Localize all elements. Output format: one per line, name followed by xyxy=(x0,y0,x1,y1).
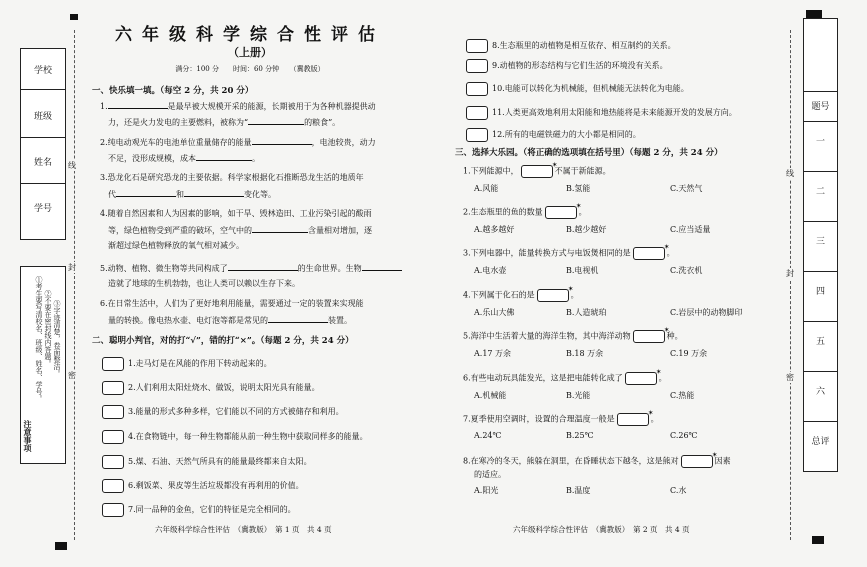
choice-question-cont: 的适应。 xyxy=(474,470,506,479)
judgment-item: 6.剩饭菜、果皮等生活垃圾都没有再利用的价值。 xyxy=(128,481,304,490)
choice-option: A.风能 xyxy=(474,184,499,193)
right-cut-char-1: 线 xyxy=(786,169,794,178)
judgment-answer-box[interactable] xyxy=(466,59,488,73)
choice-option: A.24℃ xyxy=(474,431,502,440)
student-id-label: 学号 xyxy=(33,204,52,214)
choice-option: C.19 万余 xyxy=(670,349,708,358)
left-cut-char-2: 封 xyxy=(68,263,76,272)
choice-option: A.阳光 xyxy=(474,486,499,495)
choice-question: 7.夏季使用空调时，设置的合理温度一般是✶ 。 xyxy=(463,413,659,426)
choice-option: A.电水壶 xyxy=(474,266,507,275)
q2-line1: 2.纯电动观光车的电池单位重量储存的能量 ，电池较贵，动力 xyxy=(100,138,376,147)
name-label: 姓名 xyxy=(33,158,52,168)
choice-option: A.机械能 xyxy=(474,391,507,400)
note-1: ①考生要写清校名、班级、姓名、学号。 xyxy=(35,276,43,402)
right-seal-line xyxy=(790,30,791,540)
score-row-6: 六 xyxy=(804,371,837,422)
q1-line1: 1. 是最早被大规模开采的能源，长期被用于为各种机器提供动 xyxy=(100,102,376,111)
choice-answer-box[interactable] xyxy=(633,247,665,260)
q3-line1: 3.恐龙化石是研究恐龙的主要依据。科学家根据化石推断恐龙生活的地质年 xyxy=(100,173,364,182)
q1-line2: 力，还是火力发电的主要燃料，被称为“ 的粮食”。 xyxy=(108,118,341,127)
section2-heading: 二、聪明小判官，对的打“√”，错的打“×”。（每题 2 分，共 24 分） xyxy=(92,336,354,346)
notes-label: 注意事项 xyxy=(23,420,33,452)
section1-heading: 一、快乐填一填。（每空 2 分，共 20 分） xyxy=(92,86,254,96)
choice-answer-box[interactable] xyxy=(537,289,569,302)
left-seal-line xyxy=(74,30,75,540)
choice-option: C.水 xyxy=(670,486,687,495)
choice-option: A.越多越好 xyxy=(474,225,515,234)
q4-line1: 4.随着自然因素和人为因素的影响，如干旱、毁林造田、工业污染引起的酸雨 xyxy=(100,209,372,218)
q6-line1: 6.在日常生活中，人们为了更好地利用能量，需要通过一定的装置来实现能 xyxy=(100,299,364,308)
student-info-box xyxy=(20,48,66,240)
judgment-answer-box[interactable] xyxy=(466,106,488,120)
judgment-item: 11.人类更高效地利用太阳能和地热能将是未来能源开发的发展方向。 xyxy=(492,108,737,117)
choice-option: C.岩层中的动物脚印 xyxy=(670,308,743,317)
q6-blank1[interactable] xyxy=(268,314,328,323)
choice-option: B.温度 xyxy=(566,486,591,495)
choice-option: C.热能 xyxy=(670,391,695,400)
choice-option: A.17 万余 xyxy=(474,349,512,358)
right-cut-char-2: 封 xyxy=(786,269,794,278)
judgment-item: 2.人们利用太阳灶烧水、做饭，说明太阳光具有能量。 xyxy=(128,383,320,392)
choice-answer-box[interactable] xyxy=(521,165,553,178)
choice-option: B.越少越好 xyxy=(566,225,607,234)
left-cut-char-1: 线 xyxy=(68,161,76,170)
bottom-right-mark xyxy=(812,536,824,544)
judgment-answer-box[interactable] xyxy=(102,455,124,469)
q5-blank2[interactable] xyxy=(362,262,402,271)
judgment-item: 10.电能可以转化为机械能，但机械能无法转化为电能。 xyxy=(492,84,689,93)
choice-answer-box[interactable] xyxy=(633,330,665,343)
school-label: 学校 xyxy=(33,66,52,76)
choice-question: 3.下列电器中，能量转换方式与电饭煲相同的是✶ 。 xyxy=(463,247,675,260)
score-row-4: 四 xyxy=(804,271,837,322)
choice-question: 8.在寒冷的冬天，熊躲在洞里，在昏睡状态下越冬，这是熊对✶ 因素 xyxy=(463,455,731,468)
q6-line2: 量的转换。像电热水壶、电灯泡等都是常见的 装置。 xyxy=(108,316,352,325)
judgment-answer-box[interactable] xyxy=(466,39,488,53)
q5-blank1[interactable] xyxy=(228,262,298,271)
judgment-answer-box[interactable] xyxy=(466,82,488,96)
note-2: ②不要在密封线内答题。 xyxy=(44,290,52,367)
q1-blank2[interactable] xyxy=(248,116,304,125)
class-label: 班级 xyxy=(33,112,52,122)
choice-option: A.乐山大佛 xyxy=(474,308,515,317)
choice-question: 5.海洋中生活着大量的海洋生物，其中海洋动物✶ 种。 xyxy=(463,330,683,343)
choice-answer-box[interactable] xyxy=(545,206,577,219)
q2-blank1[interactable] xyxy=(252,136,312,145)
choice-answer-box[interactable] xyxy=(617,413,649,426)
score-row-1: 一 xyxy=(804,121,837,172)
score-row-total: 总评 xyxy=(804,421,837,471)
q4-blank1[interactable] xyxy=(252,224,308,233)
choice-answer-box[interactable] xyxy=(625,372,657,385)
choice-option: B.人造琥珀 xyxy=(566,308,607,317)
choice-option: B.25℃ xyxy=(566,431,594,440)
footer-page2: 六年级科学综合性评估 （冀教版） 第 2 页 共 4 页 xyxy=(513,525,690,534)
judgment-item: 4.在食物链中，每一种生物都能从前一种生物中获取同样多的能量。 xyxy=(128,432,368,441)
exam-title: 六年级科学综合性评估 xyxy=(115,25,385,45)
choice-option: C.26℃ xyxy=(670,431,698,440)
judgment-item: 9.动植物的形态结构与它们生活的环境没有关系。 xyxy=(492,61,668,70)
q2-blank2[interactable] xyxy=(196,152,252,161)
q3-blank1[interactable] xyxy=(116,188,176,197)
score-row-5: 五 xyxy=(804,321,837,372)
judgment-item: 12.所有的电磁铁磁力的大小都是相同的。 xyxy=(492,130,641,139)
choice-option: C.洗衣机 xyxy=(670,266,703,275)
judgment-item: 5.煤、石油、天然气所具有的能量最终都来自太阳。 xyxy=(128,457,312,466)
note-3: ③字迹清楚，卷面整洁。 xyxy=(53,300,61,377)
choice-question: 6.有些电动玩具能发光，这是把电能转化成了✶ 。 xyxy=(463,372,667,385)
judgment-answer-box[interactable] xyxy=(102,381,124,395)
q5-line1: 5.动物、植物、微生物等共同构成了 的生命世界。生物 xyxy=(100,262,402,275)
judgment-item: 1.走马灯是在风能的作用下转动起来的。 xyxy=(128,359,272,368)
judgment-answer-box[interactable] xyxy=(102,405,124,419)
q5-line2: 造就了地球的生机勃勃，也让人类可以赖以生存下来。 xyxy=(108,279,300,288)
choice-option: C.应当适量 xyxy=(670,225,711,234)
exam-subtitle: （上册） xyxy=(228,46,272,59)
score-row-2: 二 xyxy=(804,171,837,222)
choice-answer-box[interactable] xyxy=(681,455,713,468)
choice-option: B.氢能 xyxy=(566,184,591,193)
choice-question: 1.下列能源中，✶ 不属于新能源。 xyxy=(463,165,611,178)
choice-option: B.电视机 xyxy=(566,266,599,275)
judgment-item: 7.同一品种的金鱼，它们的特征是完全相同的。 xyxy=(128,505,296,514)
choice-question: 2.生态瓶里的鱼的数量✶ 。 xyxy=(463,206,587,219)
choice-option: B.光能 xyxy=(566,391,591,400)
exam-meta: 满分：100 分 时间：60 分钟 （冀教版） xyxy=(175,65,325,73)
score-row-3: 三 xyxy=(804,221,837,272)
q3-blank2[interactable] xyxy=(184,188,244,197)
judgment-answer-box[interactable] xyxy=(102,479,124,493)
section3-heading: 三、选择大乐园。（将正确的选项填在括号里）（每题 2 分，共 24 分） xyxy=(455,148,723,158)
q1-blank1[interactable] xyxy=(108,100,168,109)
choice-option: C.天然气 xyxy=(670,184,703,193)
choice-option: B.18 万余 xyxy=(566,349,604,358)
right-cut-char-3: 密 xyxy=(786,373,794,382)
judgment-answer-box[interactable] xyxy=(466,128,488,142)
judgment-item: 8.生态瓶里的动植物是相互依存、相互制约的关系。 xyxy=(492,41,676,50)
q2-line2: 不足，没形成规模，成本 。 xyxy=(108,154,260,163)
top-right-mark xyxy=(806,10,822,18)
top-left-mark xyxy=(70,14,78,20)
score-header: 题号 xyxy=(804,91,837,122)
score-table xyxy=(803,18,838,472)
bottom-left-mark xyxy=(55,542,67,550)
choice-question: 4.下列属于化石的是✶ 。 xyxy=(463,289,579,302)
judgment-item: 3.能量的形式多种多样，它们能以不同的方式被储存和利用。 xyxy=(128,407,344,416)
judgment-answer-box[interactable] xyxy=(102,357,124,371)
judgment-answer-box[interactable] xyxy=(102,430,124,444)
footer-page1: 六年级科学综合性评估 （冀教版） 第 1 页 共 4 页 xyxy=(155,525,332,534)
q4-line2: 等，绿色植物受到严重的破坏，空气中的 含量相对增加，逐 xyxy=(108,226,372,235)
q4-line3: 渐超过绿色植物释放的氧气相对减少。 xyxy=(108,241,244,250)
q3-line2: 代 和 变化等。 xyxy=(108,190,276,199)
left-cut-char-3: 密 xyxy=(68,371,76,380)
judgment-answer-box[interactable] xyxy=(102,503,124,517)
